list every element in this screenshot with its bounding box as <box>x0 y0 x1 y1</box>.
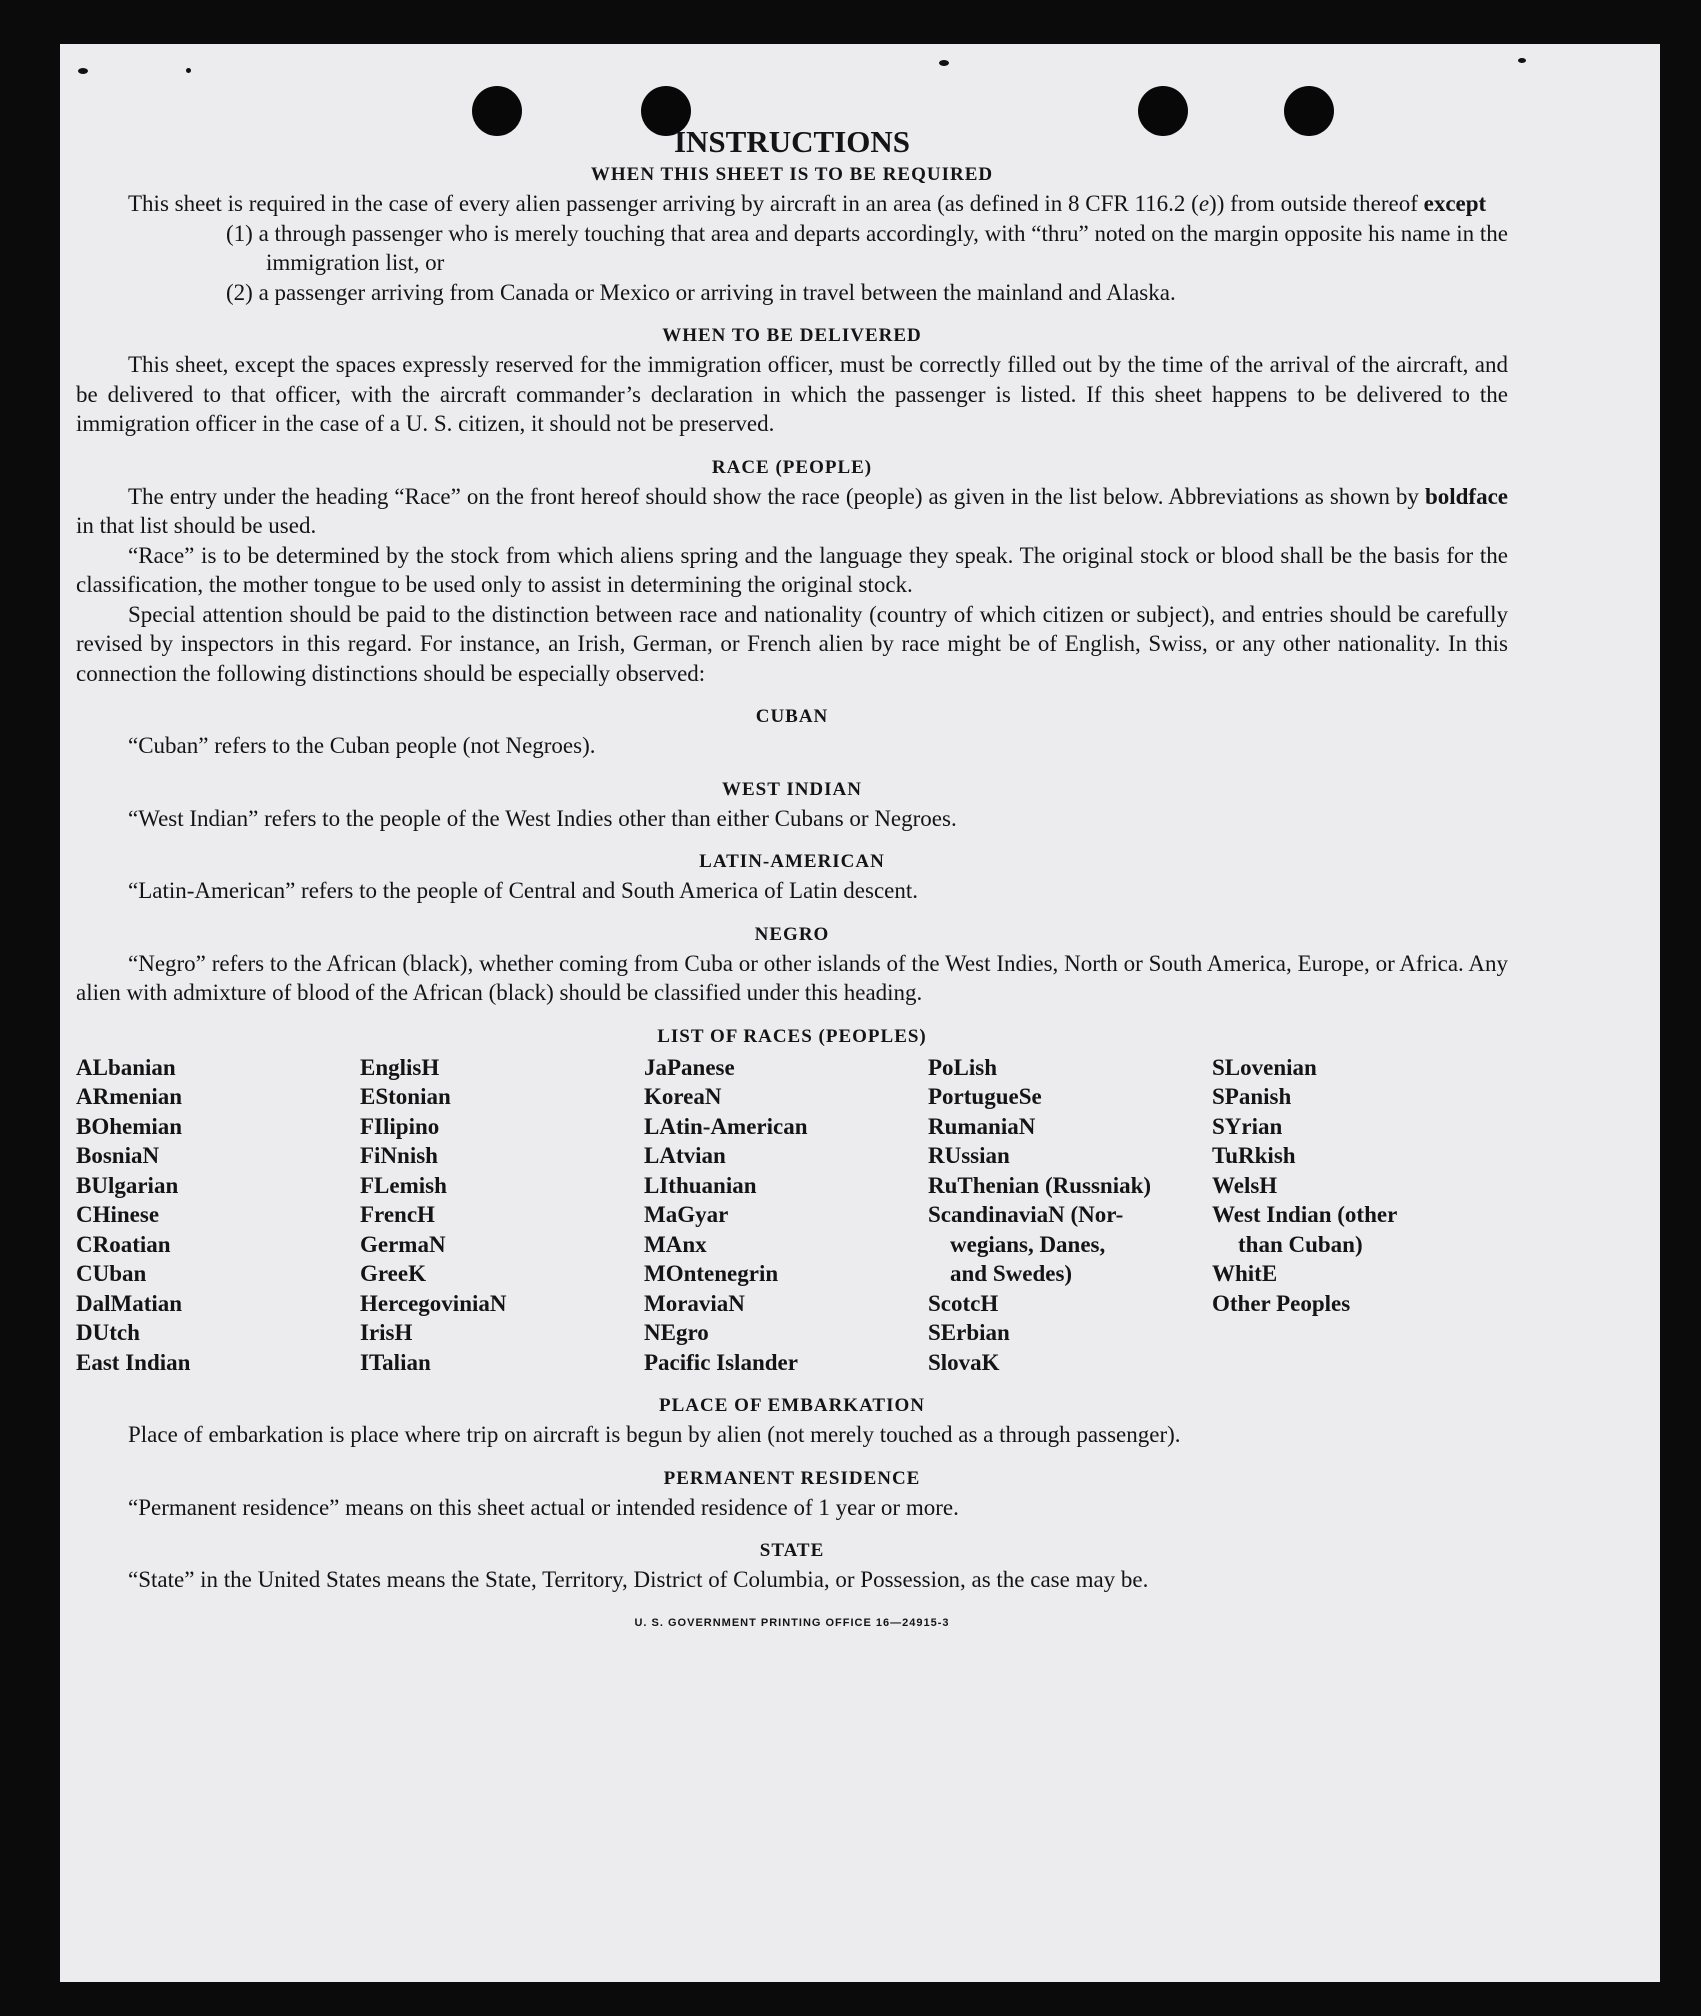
heading-when-required: WHEN THIS SHEET IS TO BE REQUIRED <box>590 164 994 185</box>
race-item: MaGyar <box>644 1202 729 1227</box>
list-item: (1) a through passenger who is merely touching that area and departs accordingly, with “thru” noted on the margin opposite his name in the immigration list, or <box>226 220 1508 275</box>
race-column-2 <box>360 1053 644 1378</box>
race-item: KoreaN <box>644 1084 722 1109</box>
heading-list-of-races: LIST OF RACES (PEOPLES) <box>657 1025 927 1047</box>
scan-speck <box>78 68 88 74</box>
race-item: LAtin-American <box>644 1113 808 1139</box>
race-item: LAtvian <box>644 1143 726 1168</box>
race-item: WhitE <box>1212 1261 1278 1286</box>
race-item: FLemish <box>360 1172 447 1198</box>
list-item: (2) a passenger arriving from Canada or Mexico or arriving in travel between the mainland and Alaska. <box>226 279 1176 305</box>
race-item: LIthuanian <box>644 1172 757 1198</box>
race-item: DUtch <box>76 1320 140 1345</box>
race-item: RuThenian (Russniak) <box>928 1172 1152 1198</box>
race-item: FIlipino <box>360 1113 440 1139</box>
document-sheet <box>60 44 1660 1982</box>
race-item: EnglisH <box>360 1054 440 1080</box>
scan-speck <box>939 60 949 66</box>
paragraph-race-2: “Race” is to be determined by the stock from which aliens spring and the language they speak. The original stock or blood shall be the basis for the classification, the mother tongue to be used only to assist in determining the original stock. <box>76 542 1508 597</box>
heading-permanent-residence: PERMANENT RESIDENCE <box>663 1467 921 1489</box>
paragraph-state: “State” in the United States means the State, Territory, District of Columbia, or Possession, as the case may be. <box>128 1567 1149 1592</box>
text-run-bold: except <box>1423 191 1487 216</box>
race-item: HercegoviniaN <box>360 1290 507 1316</box>
race-item: SYrian <box>1212 1113 1283 1139</box>
text-run-italic: e <box>1198 191 1210 216</box>
scan-speck <box>186 68 191 73</box>
race-item: ITalian <box>360 1349 431 1375</box>
paragraph-race-1 <box>76 482 1508 541</box>
heading-west-indian: WEST INDIAN <box>722 778 862 800</box>
race-item: Other Peoples <box>1212 1290 1351 1316</box>
race-item: SlovaK <box>928 1349 1000 1375</box>
race-item: CRoatian <box>76 1231 171 1257</box>
race-item: WelsH <box>1212 1172 1278 1198</box>
heading-latin-american: LATIN-AMERICAN <box>699 851 885 872</box>
race-item: EStonian <box>360 1084 451 1109</box>
race-item: East Indian <box>76 1349 191 1375</box>
text-run: This sheet is required in the case of every alien passenger arriving by aircraft in an area (as defined in 8 CFR 116.2 ( <box>128 191 1199 216</box>
heading-cuban: CUBAN <box>755 706 829 727</box>
heading-race: RACE (PEOPLE) <box>711 456 873 478</box>
paragraph-when-delivered: This sheet, except the spaces expressly reserved for the immigration officer, must be correctly filled out by the time of the arrival of the aircraft, and be delivered to that officer, with the aircraft commander’s declaration in which the passenger is listed. If this sheet happens to be delivered to the immigration officer in the case of a U. S. citizen, it should not be preserved. <box>76 352 1508 436</box>
heading-negro: NEGRO <box>754 923 830 945</box>
heading-embarkation: PLACE OF EMBARKATION <box>659 1395 925 1416</box>
race-item: and Swedes) <box>950 1261 1073 1286</box>
paragraph-cuban: “Cuban” refers to the Cuban people (not Negroes). <box>128 733 596 758</box>
paragraph-latin-american: “Latin-American” refers to the people of Central and South America of Latin descent. <box>128 878 918 903</box>
race-item: JaPanese <box>644 1054 735 1080</box>
heading-when-delivered: WHEN TO BE DELIVERED <box>662 325 922 346</box>
race-item: ALbanian <box>76 1054 176 1080</box>
race-item: SErbian <box>928 1320 1010 1345</box>
race-item: IrisH <box>360 1320 413 1345</box>
race-item: FrencH <box>360 1202 435 1227</box>
race-item: ScandinaviaN (Nor- <box>928 1202 1124 1227</box>
race-list <box>76 1053 1508 1378</box>
race-item: GermaN <box>360 1231 446 1257</box>
race-item: FiNnish <box>360 1143 438 1168</box>
race-item: NEgro <box>644 1320 709 1345</box>
paragraph-negro: “Negro” refers to the African (black), whether coming from Cuba or other islands of the West Indies, North or South America, Europe, or Africa. Any alien with admixture of blood of the African (black) should be classified under this heading. <box>76 950 1508 1005</box>
race-item: CUban <box>76 1261 147 1286</box>
race-item: BUlgarian <box>76 1172 179 1198</box>
text-run-bold: boldface <box>1424 483 1508 509</box>
race-item: SPanish <box>1212 1084 1292 1109</box>
race-column-4 <box>928 1053 1212 1378</box>
text-run: )) from outside thereof <box>1209 191 1424 216</box>
paragraph-embarkation: Place of embarkation is place where trip on aircraft is begun by alien (not merely touched as a through passenger). <box>128 1422 1181 1447</box>
race-item: West Indian (other <box>1212 1202 1398 1227</box>
race-column-3 <box>644 1053 928 1378</box>
paragraph-permanent-residence: “Permanent residence” means on this sheet actual or intended residence of 1 year or more. <box>128 1494 959 1520</box>
race-item: SLovenian <box>1212 1054 1317 1080</box>
text-run: The entry under the heading “Race” on the front hereof should show the race (people) as given in the list below. Abbreviations as shown by <box>128 483 1425 509</box>
text-run: in that list should be used. <box>76 513 317 538</box>
race-item: BosniaN <box>76 1143 160 1168</box>
race-item: ARmenian <box>76 1084 183 1109</box>
race-item: MoraviaN <box>644 1290 745 1316</box>
race-item: MAnx <box>644 1231 707 1257</box>
race-item: Pacific Islander <box>644 1349 798 1375</box>
printer-imprint: U. S. GOVERNMENT PRINTING OFFICE 16—24915-3 <box>634 1616 950 1629</box>
race-item: PoLish <box>928 1054 998 1080</box>
instructions-content <box>76 124 1508 1638</box>
paragraph-race-3: Special attention should be paid to the distinction between race and nationality (country of which citizen or subject), and entries should be carefully revised by inspectors in this regard. For instance, an Irish, German, or French alien by race might be of English, Swiss, or any other nationality. In this connection the following distinctions should be especially observed: <box>76 601 1508 686</box>
race-item: than Cuban) <box>1238 1231 1363 1257</box>
race-item: TuRkish <box>1212 1143 1296 1168</box>
page-title: INSTRUCTIONS <box>673 124 910 159</box>
paragraph-west-indian: “West Indian” refers to the people of the West Indies other than either Cubans or Negroes. <box>128 805 957 831</box>
race-item: ScotcH <box>928 1290 999 1316</box>
race-item: BOhemian <box>76 1113 183 1139</box>
race-item: wegians, Danes, <box>950 1231 1106 1257</box>
race-item: GreeK <box>360 1261 426 1286</box>
race-column-1 <box>76 1053 360 1378</box>
paragraph-when-required <box>76 189 1508 219</box>
race-item: DalMatian <box>76 1290 183 1316</box>
race-item: PortugueSe <box>928 1084 1042 1109</box>
race-item: RumaniaN <box>928 1113 1036 1139</box>
race-item: RUssian <box>928 1143 1010 1168</box>
scan-speck <box>1518 58 1526 63</box>
heading-state: STATE <box>759 1540 825 1561</box>
race-column-5 <box>1212 1053 1496 1378</box>
race-item: CHinese <box>76 1202 160 1227</box>
race-item: MOntenegrin <box>644 1261 779 1286</box>
